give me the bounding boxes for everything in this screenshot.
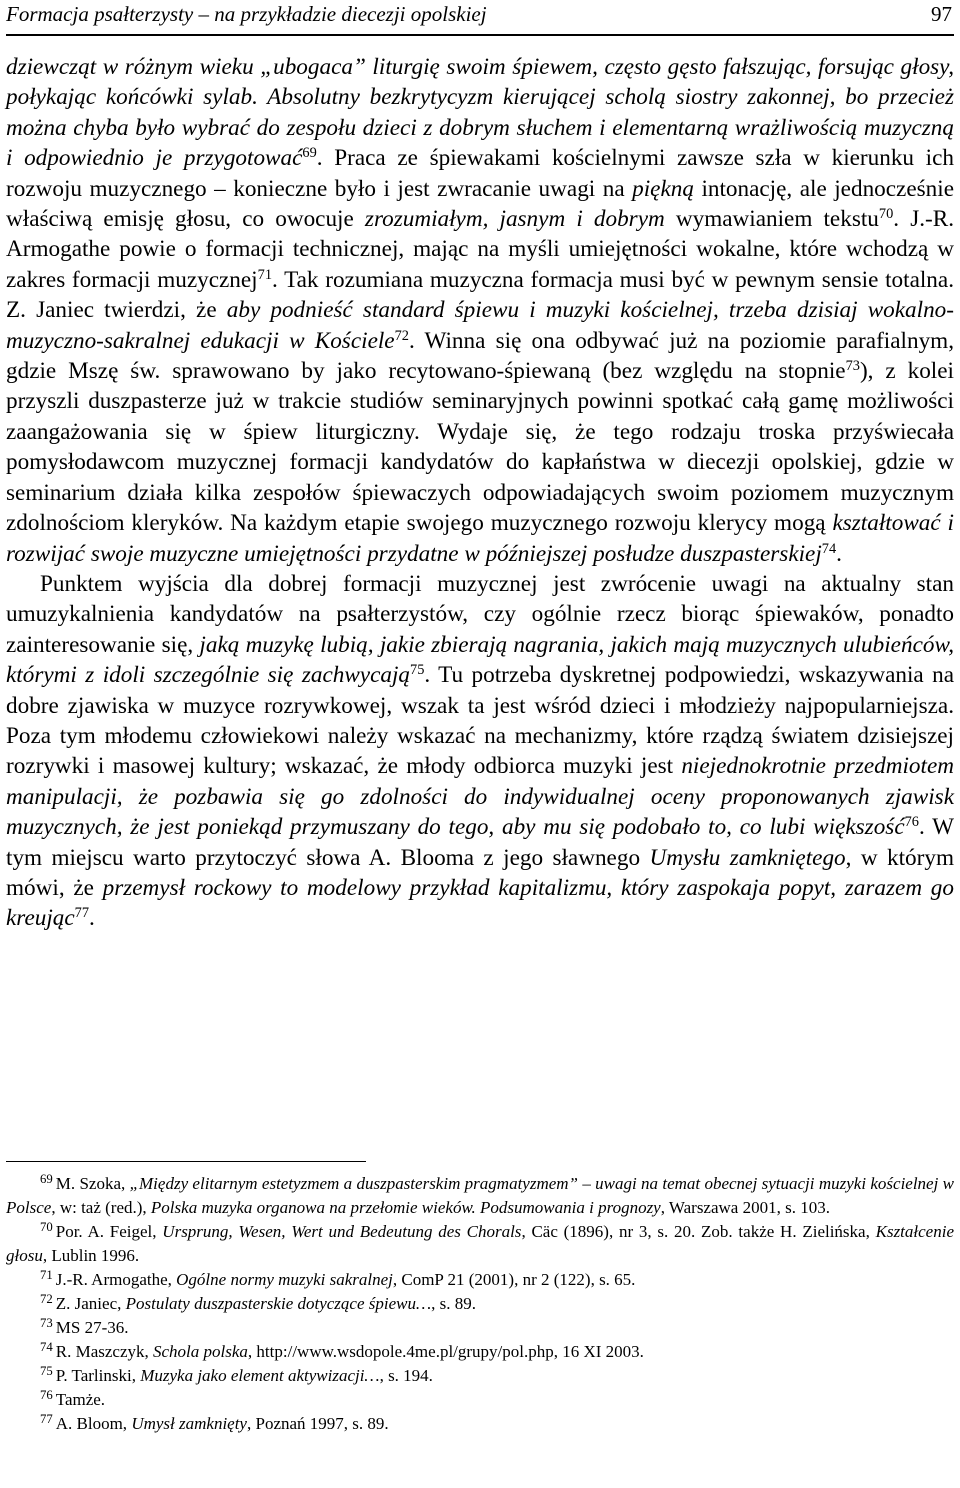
text-span: M. Szoka, [55, 1174, 130, 1193]
text-span: . [836, 540, 842, 567]
text-span: . W tym miejscu warto przytoczyć słowa A. Blooma z jego sławnego [6, 814, 954, 871]
footnote-number: 77 [40, 1411, 53, 1426]
running-head [6, 0, 954, 30]
text-span: R. Maszczyk, [55, 1342, 154, 1361]
footnote-number: 70 [40, 1219, 53, 1234]
text-span: , http://www.wsdopole.4me.pl/grupy/pol.php, 16 XI 2003. [247, 1342, 644, 1361]
text-span: , Cäc (1896), nr 3, s. 20. Zob. także H. Zielińska, [521, 1222, 876, 1241]
italic-span: Schola polska [153, 1342, 248, 1361]
italic-span: Polska muzyka organowa na przełomie wieków. Podsumowania i prognozy [150, 1198, 661, 1217]
text-span: J.-R. Armogathe, [55, 1270, 177, 1289]
text-span: , Lublin 1996. [42, 1246, 140, 1265]
paragraph [6, 569, 954, 934]
italic-span: aby podnieść standard śpiewu i muzyki kościelnej, trzeba dzisiaj wokalno-muzyczno-sakralnej edukacji w Kościele [6, 297, 954, 354]
text-span: Punktem wyjścia dla dobrej formacji muzycznej jest zwrócenie uwagi na aktualny stan umuzykalnienia kandydatów na psałterzystów, czy ogólnie rzecz biorąc śpiewaków, ponadto zainteresowanie się, [6, 570, 954, 658]
italic-span: Ursprung, Wesen, Wert und Bedeutung des Chorals [162, 1222, 522, 1241]
text-span: P. Tarlinski, [55, 1366, 141, 1385]
italic-span: Umysł zamknięty [131, 1414, 247, 1433]
footnote-77 [6, 1412, 954, 1436]
italic-span: dziewcząt w różnym wieku „ubogaca” liturgię swoim śpiewem, często gęsto fałszując, forsując głosy, połykając końcówki sylab. Absolutny bezkrytycyzm kierującej scholą siostry zakonnej, bo przecież można chyba było wybrać do zespołu dzieci z dobrym słuchem i elementarną wrażliwością muzyczną i odpowiednio je przygotować [6, 54, 954, 172]
text-span: Z. Janiec, [55, 1294, 126, 1313]
footnote-number: 69 [40, 1171, 53, 1186]
text-span: , Warszawa 2001, s. 103. [660, 1198, 830, 1217]
footnotes [6, 1172, 954, 1436]
italic-span: Kształcenie głosu [6, 1222, 954, 1265]
running-head-title: Formacja psałterzysty – na przykładzie diecezji opolskiej [6, 2, 487, 26]
italic-span: Postulaty duszpasterskie dotyczące śpiewu… [125, 1294, 432, 1313]
footnote-72 [6, 1292, 954, 1316]
footnote-74 [6, 1340, 954, 1364]
text-span: intonację, ale jednocześnie właściwą emisję głosu, co owocuje [6, 175, 954, 233]
footnote-ref: 73 [845, 358, 860, 375]
italic-span: Muzyka jako element aktywizacji… [140, 1366, 380, 1385]
italic-span: „Między elitarnym estetyzmem a duszpasterskim pragmatyzmem” – uwagi na temat obecnej sytuacji muzyki kościelnej w Polsce [6, 1174, 954, 1217]
footnote-ref: 76 [904, 814, 919, 831]
footnote-71 [6, 1268, 954, 1292]
text-span: , Poznań 1997, s. 89. [246, 1414, 389, 1433]
text-span: MS 27-36. [55, 1318, 129, 1337]
footnote-ref: 69 [302, 145, 317, 162]
footnote-number: 75 [40, 1363, 53, 1378]
text-span: . [89, 905, 95, 932]
footnote-number: 74 [40, 1339, 53, 1354]
text-span: . Tak rozumiana muzyczna formacja musi być w pewnym sensie totalna. Z. Janiec twierdzi, że [6, 266, 954, 324]
footnote-75 [6, 1364, 954, 1388]
footnote-ref: 72 [394, 327, 409, 344]
text-span: Tamże. [55, 1390, 106, 1409]
text-span: ), z kolei przyszli duszpasterze już w trakcie studiów seminaryjnych powinni spotkać całą gamę możliwości zaangażowania się w śpiew liturgiczny. Wydaje się, że tego rodzaju troska przyświecała pomysłodawcom muzycznej formacji kandydatów do kapłaństwa w diecezji opolskiej, gdzie w seminarium działa kilka zespołów śpiewaczych odpowiadających swoim poziomem muzycznym zdolnościom kleryków. Na każdym etapie swojego muzycznego rozwoju klerycy mogą [6, 358, 954, 537]
text-span: . Winna się ona odbywać już na poziomie parafialnym, gdzie Mszę św. sprawowano by jako recytowano-śpiewaną (bez względu na stopnie [6, 327, 954, 385]
text-span: . Tu potrzeba dyskretnej podpowiedzi, wskazywania na dobre zjawiska w muzyce rozrywkowej, wszak ta jest wśród dzieci i młodzieży najpopularniejsza. Poza tym młodemu człowiekowi należy wskazać na mechanizmy, które rządzą światem dzisiejszej rozrywki i masowej kultury; wskazać, że młody odbiorca muzyki jest [6, 662, 954, 780]
footnote-ref: 77 [74, 905, 90, 922]
footnote-76 [6, 1388, 954, 1412]
text-span: , s. 89. [431, 1294, 476, 1313]
footnote-ref: 74 [821, 540, 837, 557]
footnote-separator [6, 1161, 366, 1162]
text-span: , w którym mówi, że [6, 844, 955, 901]
italic-span: Ogólne normy muzyki sakralnej [176, 1270, 393, 1289]
footnote-number: 71 [40, 1267, 53, 1282]
italic-span: niejednokrotnie przedmiotem manipulacji, że pozbawia się go zdolności do indywidualnej oceny proponowanych zjawisk muzycznych, że jest poniekąd przymuszany do tego, aby mu się podobało to, co lubi większość [6, 753, 954, 841]
italic-span: przemysł rockowy to modelowy przykład kapitalizmu, który zaspokaja popyt, zarazem go kreując [6, 874, 954, 932]
footnote-ref: 70 [878, 206, 894, 223]
text-span: Por. A. Feigel, [55, 1222, 163, 1241]
page-number: 97 [931, 2, 952, 26]
paragraph [6, 52, 954, 569]
italic-span: piękną [632, 175, 694, 202]
footnote-69 [6, 1172, 954, 1220]
text-span: A. Bloom, [55, 1414, 132, 1433]
italic-span: Umysłu zamkniętego [649, 844, 846, 871]
italic-span: kształtować i rozwijać swoje muzyczne umiejętności przydatne w późniejszej posłudze duszpasterskiej [6, 510, 954, 567]
footnote-number: 72 [40, 1291, 53, 1306]
text-span: , ComP 21 (2001), nr 2 (122), s. 65. [392, 1270, 636, 1289]
footnote-73 [6, 1316, 954, 1340]
text-span: wymawianiem tekstu [664, 206, 879, 233]
text-span: . J.-R. Armogathe powie o formacji technicznej, mając na myśli umiejętności wokalne, które wchodzą w zakres formacji muzycznej [6, 206, 954, 293]
italic-span: jaką muzykę lubią, jakie zbierają nagrania, jakich mają muzycznych ulubieńców, którymi z idoli szczególnie się zachwycają [6, 631, 954, 689]
text-span: . Praca ze śpiewakami kościelnymi zawsze szła w kierunku ich rozwoju muzycznego – konieczne było i jest zwracanie uwagi na [6, 145, 954, 202]
text-span: , w: taż (red.), [51, 1198, 151, 1217]
text-span: , s. 194. [379, 1366, 433, 1385]
footnote-ref: 75 [410, 662, 425, 679]
footnote-70 [6, 1220, 954, 1268]
body-text [6, 52, 954, 934]
footnote-number: 73 [40, 1315, 53, 1330]
italic-span: zrozumiałym, jasnym i dobrym [364, 206, 665, 233]
footnote-ref: 71 [257, 266, 272, 283]
footnote-number: 76 [40, 1387, 53, 1402]
header-rule [6, 34, 954, 36]
